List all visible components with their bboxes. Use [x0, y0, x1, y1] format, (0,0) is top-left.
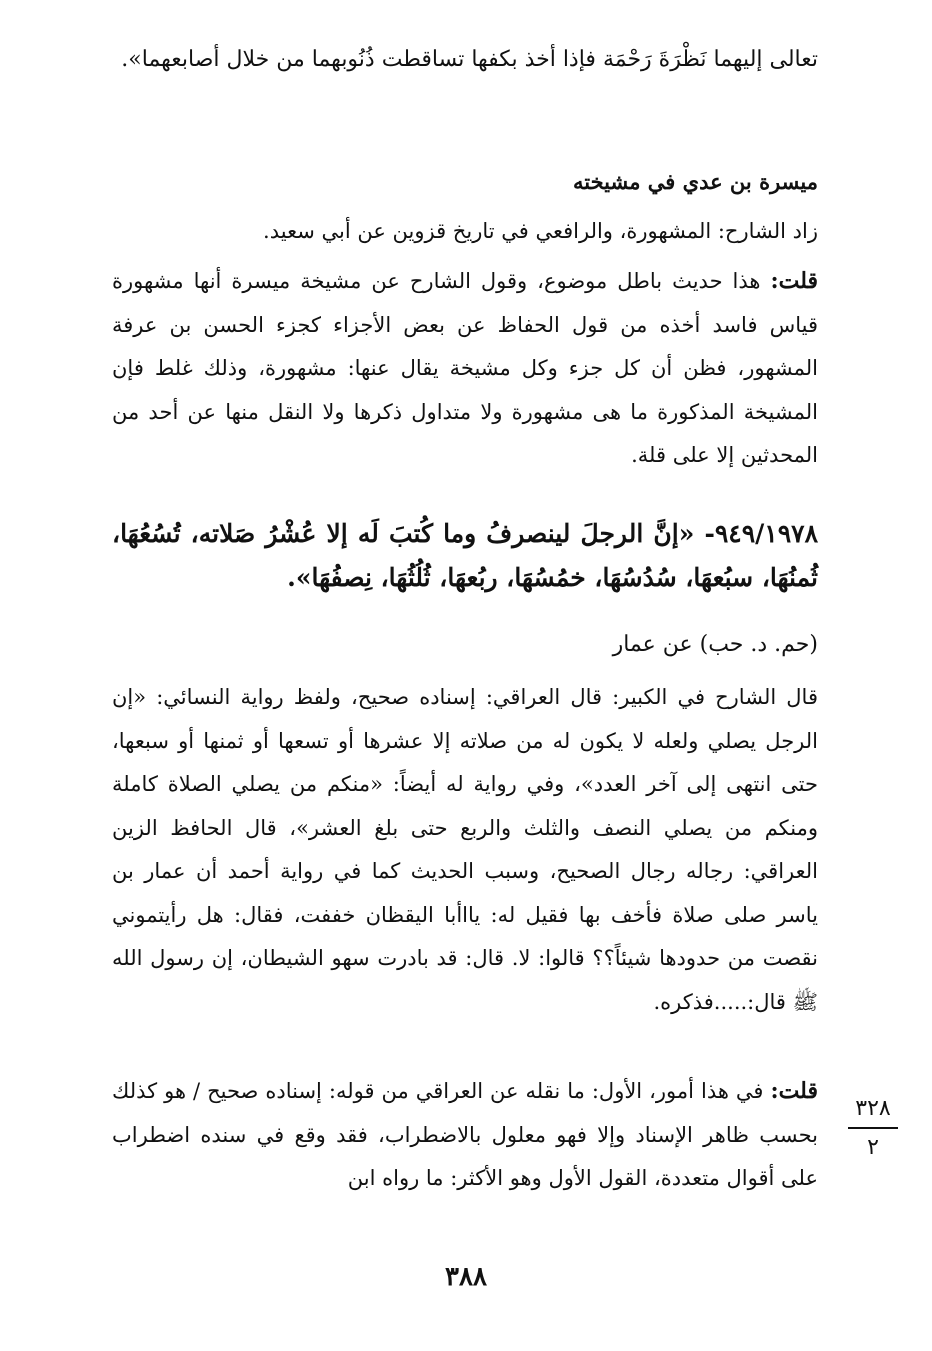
critique-paragraph-1	[112, 260, 818, 478]
hadith-source	[112, 623, 818, 667]
source-line	[112, 160, 818, 204]
source-line-text: ميسرة بن عدي في مشيخته	[573, 169, 818, 194]
commentary-text: قال الشارح في الكبير: قال العراقي: إسناده صحيح، ولفظ رواية النسائي: «إن الرجل يصلي ولعله لا يكون له من صلاته إلا عشرها أو تسعها أو ثمنها أو سبعها، حتى انتهى إلى آخر العدد»، وفي رواية له أيضاً: «منكم من يصلي الصلاة كاملة ومنكم من يصلي النصف والثلث والربع حتى بلغ العشر»، قال الحافظ الزين العراقي: رجاله رجال الصحيح، وسبب الحديث كما في رواية أحمد أن عمار بن ياسر صلى صلاة فأخف بها فقيل له: يااأبا اليقظان خففت، فقال: هل رأيتموني نقصت من حدودها شيئاً؟؟ قالوا: لا. قال: قد بادرت سهو الشيطان، إن رسول الله ﷺ قال:.....فذكره.	[112, 685, 818, 1014]
page-number-text: ٣٨٨	[445, 1262, 487, 1292]
critique-2-lead: قلت:	[770, 1078, 818, 1104]
critique-paragraph-2	[112, 1070, 818, 1201]
hadith-block	[112, 512, 818, 600]
commentator-addition-text: زاد الشارح: المشهورة، والرافعي في تاريخ قزوين عن أبي سعيد.	[263, 219, 818, 243]
margin-note-divider	[848, 1127, 898, 1129]
critique-2-text: في هذا أمور، الأول: ما نقله عن العراقي من قوله: إسناده صحيح / هو كذلك بحسب ظاهر الإسناد وإلا فهو معلول بالاضطراب، فقد وقع في سنده اضطراب على أقوال متعددة، القول الأول وهو الأكثر: ما رواه ابن	[112, 1079, 818, 1190]
top-continuation-text: تعالى إليهما نَظْرَةَ رَحْمَة فإذا أخذ بكفها تساقطت ذُنُوبهما من خلال أصابعهما».	[121, 47, 818, 72]
hadith-text: «إنَّ الرجلَ لينصرفُ وما كُتبَ لَه إلا عُشْرُ صَلاته، تُسُعُهَا، ثُمنُهَا، سبُعهَا، سُدُسُهَا، خمُسُهَا، ربُعهَا، ثُلُثُهَا، نِصفُهَا».	[112, 519, 818, 592]
margin-note-top: ٣٢٨	[855, 1096, 891, 1121]
critique-1-lead: قلت:	[770, 268, 818, 294]
margin-note	[840, 1096, 906, 1160]
hadith-number: ٩٤٩/١٩٧٨-	[704, 519, 818, 548]
commentary-paragraph	[112, 676, 818, 1024]
margin-note-bottom: ٢	[867, 1135, 879, 1160]
critique-1-text: هذا حديث باطل موضوع، وقول الشارح عن مشيخة ميسرة أنها مشهورة قياس فاسد أخذه من قول الحفاظ عن بعض الأجزاء كجزء الحسن بن عرفة المشهور، فظن أن كل جزء وكل مشيخة يقال عنها: مشهورة، وذلك غلط فإن المشيخة المذكورة ما هى مشهورة ولا متداول ذكرها ولا النقل منها عن أحد من المحدثين إلا على قلة.	[112, 269, 818, 467]
page-number	[0, 1262, 932, 1292]
top-continuation-paragraph	[112, 38, 818, 82]
hadith-source-text: (حم. د. حب) عن عمار	[612, 632, 818, 657]
commentator-addition	[112, 210, 818, 254]
